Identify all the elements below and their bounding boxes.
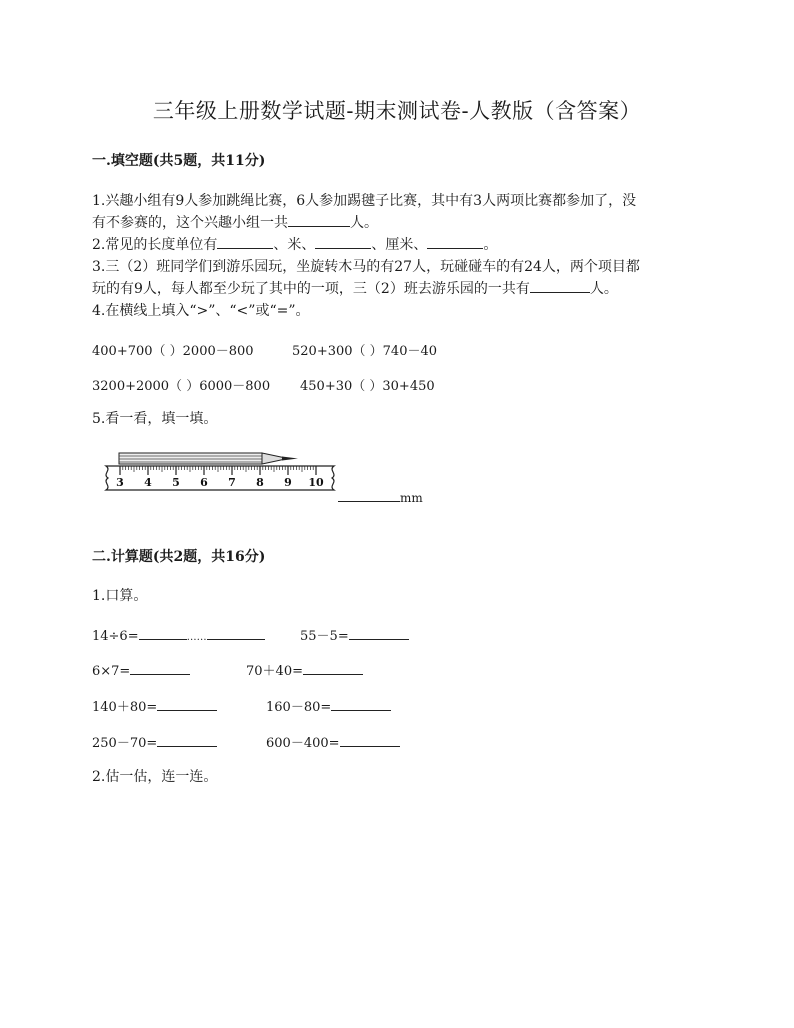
calc-expression: 600－400= xyxy=(266,736,340,751)
compare-right[interactable]: 450+30（ ）30+450 xyxy=(300,379,435,394)
calc-expression: 14÷6= xyxy=(92,629,139,644)
ruler-label: 8 xyxy=(256,476,264,489)
question-3-text: 3.三（2）班同学们到游乐园玩，坐旋转木马的有27人，玩碰碰车的有24人，两个项目都 xyxy=(92,259,640,275)
calc-expression: 250－70= xyxy=(92,736,158,751)
calc-item xyxy=(92,660,190,679)
calc-item xyxy=(92,696,217,715)
ruler-figure xyxy=(102,448,342,500)
calc-expression: 160－80= xyxy=(266,700,332,715)
answer-blank[interactable] xyxy=(427,234,483,249)
answer-blank[interactable] xyxy=(207,625,265,640)
answer-blank[interactable] xyxy=(349,625,409,640)
question-1-text-2: 有不参赛的，这个兴趣小组一共 xyxy=(92,215,288,231)
question-1-line-1 xyxy=(92,190,636,212)
answer-blank[interactable] xyxy=(288,212,350,227)
question-4: 4.在横线上填入“>”、“<”或“=”。 xyxy=(92,303,310,319)
question-3-unit: 人。 xyxy=(589,281,618,297)
question-1-unit: 人。 xyxy=(350,215,378,231)
ruler-label: 10 xyxy=(308,476,324,489)
pencil-icon xyxy=(119,453,298,464)
calc-expression: 70＋40= xyxy=(246,664,303,679)
section-1-heading: 一.填空题(共5题，共11分) xyxy=(92,153,266,169)
calc-question-2: 2.估一估，连一连。 xyxy=(92,769,218,785)
answer-blank[interactable] xyxy=(139,625,187,640)
answer-blank[interactable] xyxy=(338,487,400,502)
ruler-label: 9 xyxy=(284,476,292,489)
calc-item xyxy=(92,732,217,751)
question-1-text: 1.兴趣小组有9人参加跳绳比赛，6人参加踢毽子比赛，其中有3人两项比赛都参加了，没 xyxy=(92,193,637,209)
answer-blank[interactable] xyxy=(340,732,400,747)
compare-row xyxy=(92,375,435,394)
ruler-label: 3 xyxy=(116,476,124,489)
page-title: 三年级上册数学试题-期末测试卷-人教版（含答案） xyxy=(152,99,642,123)
calc-item xyxy=(266,732,400,751)
answer-blank[interactable] xyxy=(315,234,371,249)
question-3-text-2: 玩的有9人，每人都至少玩了其中的一项，三（2）班去游乐园的一共有 xyxy=(92,281,530,297)
ruler-label: 5 xyxy=(172,476,180,489)
calc-item xyxy=(92,625,265,644)
section-2-heading: 二.计算题(共2题，共16分) xyxy=(92,549,266,565)
question-2-sep: 、厘米、 xyxy=(371,237,428,253)
calc-item xyxy=(300,625,409,644)
ruler-pencil-image xyxy=(102,448,342,500)
ruler-answer xyxy=(338,487,423,505)
question-3-line-2 xyxy=(92,278,618,300)
question-5: 5.看一看，填一填。 xyxy=(92,411,218,427)
question-3-line-1 xyxy=(92,256,640,278)
compare-row xyxy=(92,340,437,359)
ruler-label: 4 xyxy=(144,476,152,489)
answer-blank[interactable] xyxy=(157,696,217,711)
question-2 xyxy=(92,234,497,256)
compare-left[interactable]: 3200+2000（ ）6000－800 xyxy=(92,379,271,394)
answer-blank[interactable] xyxy=(530,278,590,293)
calc-question-1: 1.口算。 xyxy=(92,588,148,604)
compare-left[interactable]: 400+700（ ）2000－800 xyxy=(92,344,254,359)
ruler-label: 6 xyxy=(200,476,208,489)
answer-blank[interactable] xyxy=(130,660,190,675)
answer-blank[interactable] xyxy=(217,234,273,249)
calc-expression: 55－5= xyxy=(300,629,349,644)
calc-expression: 6×7= xyxy=(92,664,131,679)
calc-item xyxy=(246,660,363,679)
question-2-end: 。 xyxy=(483,237,498,253)
answer-blank[interactable] xyxy=(157,732,217,747)
answer-blank[interactable] xyxy=(303,660,363,675)
answer-blank[interactable] xyxy=(331,696,391,711)
ruler-icon xyxy=(106,466,334,490)
question-2-text: 2.常见的长度单位有 xyxy=(92,237,218,253)
question-1-line-2 xyxy=(92,212,378,234)
compare-right[interactable]: 520+300（ ）740－40 xyxy=(292,344,438,359)
ruler-label: 7 xyxy=(228,476,236,489)
remainder-dots: …… xyxy=(186,632,207,643)
ruler-unit: mm xyxy=(400,491,423,505)
calc-item xyxy=(266,696,391,715)
question-2-sep: 、米、 xyxy=(273,237,316,253)
calc-expression: 140＋80= xyxy=(92,700,158,715)
